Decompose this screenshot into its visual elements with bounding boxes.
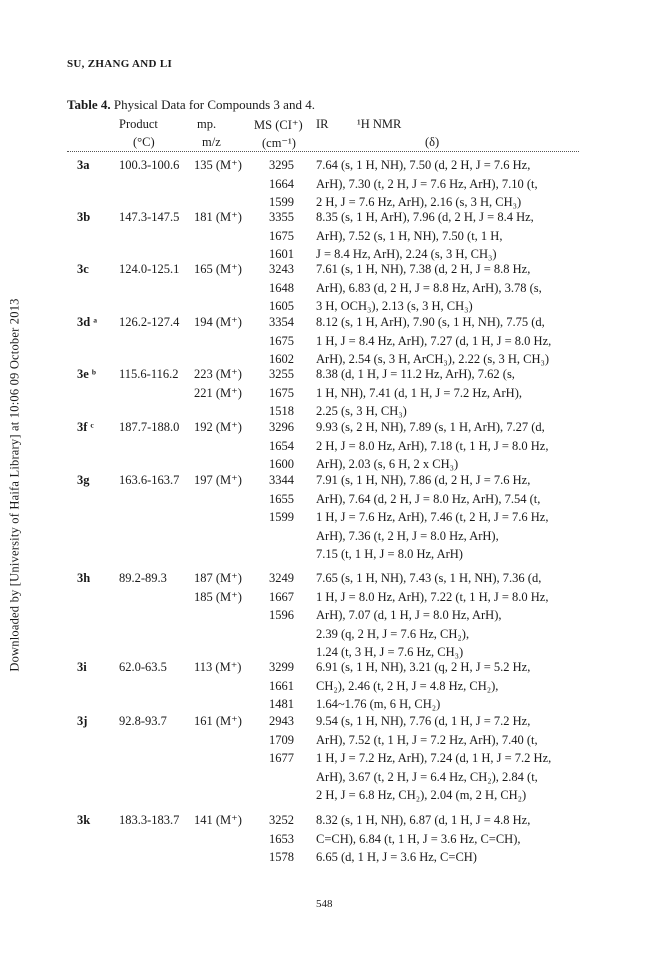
ir-value: 1664 bbox=[269, 176, 294, 191]
nmr-text bbox=[316, 365, 522, 421]
ms-values bbox=[194, 811, 242, 830]
ir-values bbox=[262, 471, 294, 527]
col-header-product: Product bbox=[119, 117, 158, 131]
nmr-line: ArH), 7.64 (d, 2 H, J = 8.0 Hz, ArH), 7.54 (t, bbox=[316, 491, 541, 506]
table-caption-label: Table 4. bbox=[67, 97, 111, 112]
melting-point: 147.3-147.5 bbox=[119, 210, 180, 224]
ms-value: 197 (M⁺) bbox=[194, 473, 242, 487]
nmr-line: 7.61 (s, 1 H, NH), 7.38 (d, 2 H, J = 8.8 Hz, bbox=[316, 262, 531, 276]
melting-point: 100.3-100.6 bbox=[119, 158, 180, 172]
nmr-line: 7.15 (t, 1 H, J = 8.0 Hz, ArH) bbox=[316, 547, 463, 561]
nmr-line: 8.12 (s, 1 H, ArH), 7.90 (s, 1 H, NH), 7.75 (d, bbox=[316, 315, 545, 329]
col-header-nmr: ¹H NMR bbox=[357, 117, 402, 131]
col-unit-ms: m/z bbox=[202, 135, 221, 149]
ms-values bbox=[194, 208, 242, 227]
nmr-line: 9.93 (s, 2 H, NH), 7.89 (s, 1 H, ArH), 7.27 (d, bbox=[316, 420, 545, 434]
col-header-ir: IR bbox=[316, 117, 329, 131]
ir-value: 1599 bbox=[269, 510, 294, 524]
ms-value: 221 (M⁺) bbox=[194, 385, 242, 400]
ms-value: 165 (M⁺) bbox=[194, 262, 242, 276]
ir-value: 3354 bbox=[269, 315, 294, 329]
ms-value: 192 (M⁺) bbox=[194, 420, 242, 434]
melting-point: 92.8-93.7 bbox=[119, 714, 167, 728]
compound-id: 3b bbox=[77, 210, 91, 224]
nmr-text bbox=[316, 569, 548, 662]
nmr-text bbox=[316, 156, 538, 212]
ir-value: 1601 bbox=[269, 247, 294, 261]
ir-value: 3295 bbox=[269, 158, 294, 172]
nmr-line: 1 H, J = 8.0 Hz, ArH), 7.22 (t, 1 H, J = 8.0 Hz, bbox=[316, 589, 549, 604]
compound-id: 3e ᵇ bbox=[77, 367, 96, 381]
ms-values bbox=[194, 313, 242, 332]
ir-value: 1675 bbox=[269, 228, 294, 243]
ir-value: 1596 bbox=[269, 608, 294, 622]
nmr-line: 1 H, J = 8.4 Hz, ArH), 7.27 (d, 1 H, J = 8.0 Hz, bbox=[316, 333, 552, 348]
ir-values bbox=[262, 313, 294, 369]
nmr-line: 9.54 (s, 1 H, NH), 7.76 (d, 1 H, J = 7.2 Hz, bbox=[316, 714, 531, 728]
ms-values bbox=[194, 260, 242, 279]
melting-point: 163.6-163.7 bbox=[119, 473, 180, 487]
ir-value: 3255 bbox=[269, 367, 294, 381]
nmr-text bbox=[316, 811, 530, 867]
nmr-line: 8.38 (d, 1 H, J = 11.2 Hz, ArH), 7.62 (s, bbox=[316, 367, 515, 381]
nmr-line: 8.32 (s, 1 H, NH), 6.87 (d, 1 H, J = 4.8 Hz, bbox=[316, 813, 531, 827]
ir-value: 1653 bbox=[269, 831, 294, 846]
ir-values bbox=[262, 712, 294, 768]
ir-value: 1599 bbox=[269, 195, 294, 209]
ir-values bbox=[262, 156, 294, 212]
nmr-line: 2 H, J = 7.6 Hz, ArH), 2.16 (s, 3 H, CH₃) bbox=[316, 195, 522, 209]
melting-point: 62.0-63.5 bbox=[119, 660, 167, 674]
nmr-line: 2.39 (q, 2 H, J = 7.6 Hz, CH₂), bbox=[316, 626, 470, 641]
ir-value: 1661 bbox=[269, 678, 294, 693]
ir-value: 3249 bbox=[269, 571, 294, 585]
nmr-line: 1 H, NH), 7.41 (d, 1 H, J = 7.2 Hz, ArH), bbox=[316, 385, 522, 400]
ms-values bbox=[194, 569, 242, 606]
ir-value: 2943 bbox=[269, 714, 294, 728]
melting-point: 115.6-116.2 bbox=[119, 367, 179, 381]
col-header-ms: MS (CI⁺) bbox=[254, 118, 303, 132]
nmr-text bbox=[316, 260, 542, 316]
ir-value: 1655 bbox=[269, 491, 294, 506]
ir-values bbox=[262, 569, 294, 625]
nmr-line: 1.24 (t, 3 H, J = 7.6 Hz, CH₃) bbox=[316, 645, 464, 659]
col-header-mp: mp. bbox=[197, 117, 217, 131]
nmr-text bbox=[316, 418, 548, 474]
nmr-line: ArH), 6.83 (d, 2 H, J = 8.8 Hz, ArH), 3.78 (s, bbox=[316, 280, 542, 295]
nmr-line: 6.91 (s, 1 H, NH), 3.21 (q, 2 H, J = 5.2 Hz, bbox=[316, 660, 531, 674]
nmr-text bbox=[316, 313, 551, 369]
melting-point: 183.3-183.7 bbox=[119, 813, 180, 827]
ir-values bbox=[262, 260, 294, 316]
ms-values bbox=[194, 418, 242, 437]
ir-value: 3355 bbox=[269, 210, 294, 224]
nmr-line: C=CH), 6.84 (t, 1 H, J = 3.6 Hz, C=CH), bbox=[316, 831, 521, 846]
ir-value: 1675 bbox=[269, 333, 294, 348]
ir-value: 1654 bbox=[269, 438, 294, 453]
ir-value: 1518 bbox=[269, 404, 294, 418]
nmr-line: 1 H, J = 7.6 Hz, ArH), 7.46 (t, 2 H, J = 7.6 Hz, bbox=[316, 510, 549, 524]
nmr-text bbox=[316, 208, 534, 264]
nmr-line: 2 H, J = 6.8 Hz, CH₂), 2.04 (m, 2 H, CH₂) bbox=[316, 788, 527, 802]
nmr-line: 2 H, J = 8.0 Hz, ArH), 7.18 (t, 1 H, J = 8.0 Hz, bbox=[316, 438, 549, 453]
ms-value: 185 (M⁺) bbox=[194, 589, 242, 604]
melting-point: 187.7-188.0 bbox=[119, 420, 180, 434]
ir-value: 1709 bbox=[269, 732, 294, 747]
nmr-line: ArH), 7.36 (t, 2 H, J = 8.0 Hz, ArH), bbox=[316, 528, 499, 543]
nmr-line: 1.64~1.76 (m, 6 H, CH₂) bbox=[316, 697, 441, 711]
ir-value: 1675 bbox=[269, 385, 294, 400]
nmr-line: 7.65 (s, 1 H, NH), 7.43 (s, 1 H, NH), 7.36 (d, bbox=[316, 571, 542, 585]
nmr-line: 7.91 (s, 1 H, NH), 7.86 (d, 2 H, J = 7.6 Hz, bbox=[316, 473, 531, 487]
compound-id: 3h bbox=[77, 571, 91, 585]
ir-values bbox=[262, 208, 294, 264]
ir-values bbox=[262, 811, 294, 867]
nmr-text bbox=[316, 712, 551, 805]
ir-values bbox=[262, 418, 294, 474]
nmr-line: 8.35 (s, 1 H, ArH), 7.96 (d, 2 H, J = 8.4 Hz, bbox=[316, 210, 534, 224]
compound-id: 3g bbox=[77, 473, 90, 487]
compound-id: 3k bbox=[77, 813, 91, 827]
ir-value: 1677 bbox=[269, 751, 294, 765]
nmr-line: ArH), 2.03 (s, 6 H, 2 x CH₃) bbox=[316, 457, 459, 471]
nmr-line: ArH), 7.52 (s, 1 H, NH), 7.50 (t, 1 H, bbox=[316, 228, 503, 243]
table-caption-text: Physical Data for Compounds 3 and 4. bbox=[113, 97, 315, 112]
nmr-line: ArH), 7.52 (t, 1 H, J = 7.2 Hz, ArH), 7.40 (t, bbox=[316, 732, 538, 747]
nmr-text bbox=[316, 658, 530, 714]
nmr-line: ArH), 2.54 (s, 3 H, ArCH₃), 2.22 (s, 3 H, CH₃) bbox=[316, 352, 550, 366]
ir-value: 3243 bbox=[269, 262, 294, 276]
nmr-text bbox=[316, 471, 548, 564]
compound-id: 3c bbox=[77, 262, 89, 276]
nmr-line: 7.64 (s, 1 H, NH), 7.50 (d, 2 H, J = 7.6 Hz, bbox=[316, 158, 531, 172]
ir-value: 1667 bbox=[269, 589, 294, 604]
nmr-line: 2.25 (s, 3 H, CH₃) bbox=[316, 404, 407, 418]
ms-value: 135 (M⁺) bbox=[194, 158, 242, 172]
ir-value: 3344 bbox=[269, 473, 294, 487]
ir-value: 1602 bbox=[269, 352, 294, 366]
nmr-line: 1 H, J = 7.2 Hz, ArH), 7.24 (d, 1 H, J = 7.2 Hz, bbox=[316, 751, 552, 765]
ms-value: 181 (M⁺) bbox=[194, 210, 242, 224]
running-header: SU, ZHANG AND LI bbox=[67, 58, 173, 70]
ir-value: 1605 bbox=[269, 299, 294, 313]
compound-id: 3j bbox=[77, 714, 88, 728]
ir-value: 1600 bbox=[269, 457, 294, 471]
ms-value: 187 (M⁺) bbox=[194, 571, 242, 585]
ms-value: 141 (M⁺) bbox=[194, 813, 242, 827]
melting-point: 89.2-89.3 bbox=[119, 571, 167, 585]
nmr-line: ArH), 7.07 (d, 1 H, J = 8.0 Hz, ArH), bbox=[316, 608, 502, 622]
ir-value: 3252 bbox=[269, 813, 294, 827]
ir-values bbox=[262, 658, 294, 714]
melting-point: 124.0-125.1 bbox=[119, 262, 180, 276]
ms-value: 161 (M⁺) bbox=[194, 714, 242, 728]
compound-id: 3a bbox=[77, 158, 90, 172]
download-watermark bbox=[0, 300, 30, 670]
nmr-line: 3 H, OCH₃), 2.13 (s, 3 H, CH₃) bbox=[316, 299, 473, 313]
ir-value: 1481 bbox=[269, 697, 294, 711]
page-number: 548 bbox=[316, 898, 333, 910]
table-caption bbox=[67, 97, 315, 113]
ir-values bbox=[262, 365, 294, 421]
ms-values bbox=[194, 156, 242, 175]
nmr-line: ArH), 7.30 (t, 2 H, J = 7.6 Hz, ArH), 7.10 (t, bbox=[316, 176, 538, 191]
melting-point: 126.2-127.4 bbox=[119, 315, 180, 329]
ms-values bbox=[194, 712, 242, 731]
compound-id: 3f ᶜ bbox=[77, 420, 94, 434]
ms-values bbox=[194, 471, 242, 490]
ms-value: 223 (M⁺) bbox=[194, 367, 242, 381]
ir-value: 1648 bbox=[269, 280, 294, 295]
header-rule bbox=[67, 151, 579, 152]
nmr-line: CH₂), 2.46 (t, 2 H, J = 4.8 Hz, CH₂), bbox=[316, 678, 499, 693]
compound-id: 3i bbox=[77, 660, 87, 674]
col-unit-nmr: (δ) bbox=[425, 135, 440, 149]
ms-value: 113 (M⁺) bbox=[194, 660, 242, 674]
nmr-line: ArH), 3.67 (t, 2 H, J = 6.4 Hz, CH₂), 2.84 (t, bbox=[316, 769, 538, 784]
ir-value: 3299 bbox=[269, 660, 294, 674]
ms-values bbox=[194, 658, 241, 677]
ir-value: 1578 bbox=[269, 850, 294, 864]
compound-id: 3d ᵃ bbox=[77, 315, 97, 329]
nmr-line: J = 8.4 Hz, ArH), 2.24 (s, 3 H, CH₃) bbox=[316, 247, 497, 261]
download-watermark-text: Downloaded by [University of Haifa Library] at 10:06 09 October 2013 bbox=[7, 298, 22, 672]
ir-value: 3296 bbox=[269, 420, 294, 434]
nmr-line: 6.65 (d, 1 H, J = 3.6 Hz, C=CH) bbox=[316, 850, 477, 864]
col-unit-mp: (°C) bbox=[133, 135, 155, 149]
ms-value: 194 (M⁺) bbox=[194, 315, 242, 329]
ms-values bbox=[194, 365, 242, 402]
col-unit-ir: (cm⁻¹) bbox=[262, 136, 296, 150]
